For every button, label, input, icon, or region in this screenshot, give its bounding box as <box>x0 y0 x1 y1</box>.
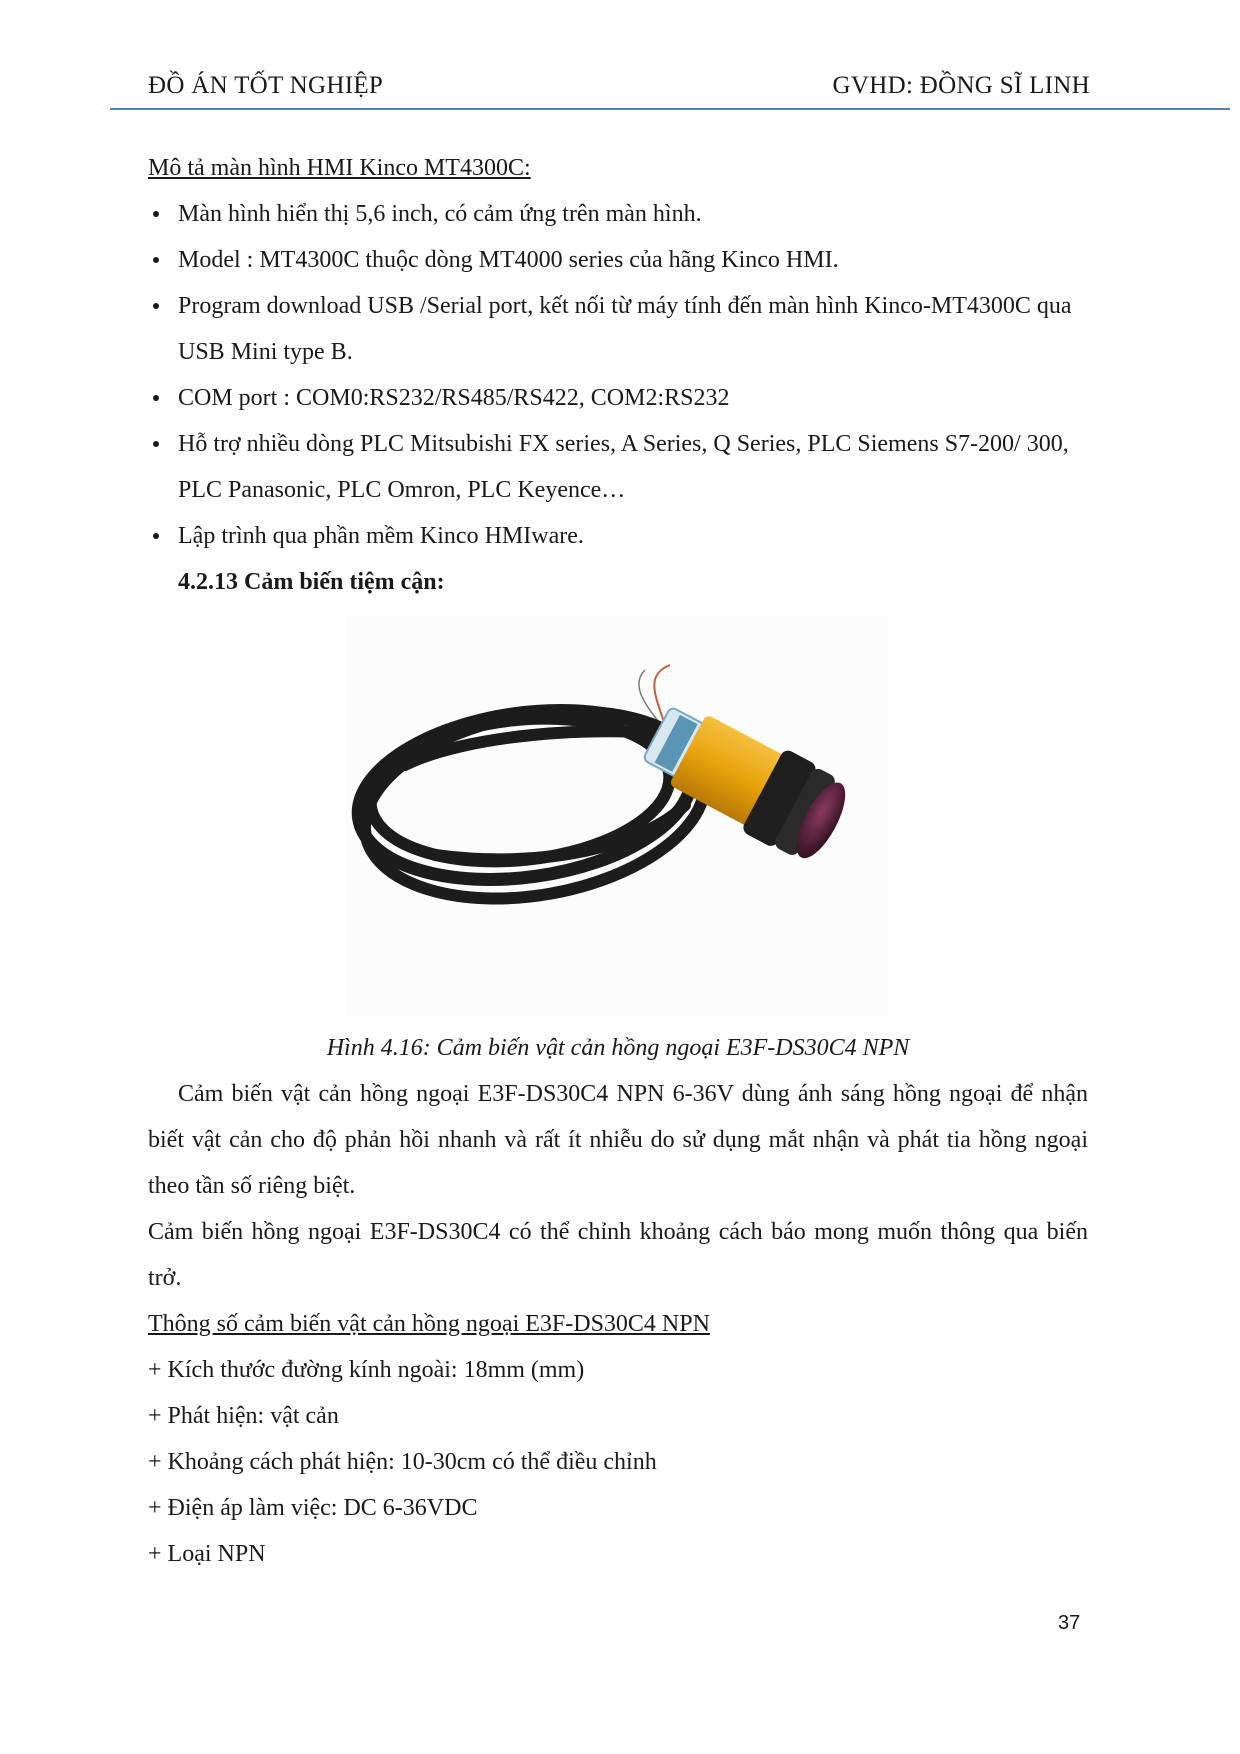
spec-item: + Loại NPN <box>148 1541 266 1567</box>
list-item: Program download USB /Serial port, kết nối từ máy tính đến màn hình Kinco-MT4300C qua USB Mini type B. <box>148 283 1088 375</box>
proximity-sensor-illustration <box>345 615 889 1017</box>
sensor-photo <box>345 615 889 1017</box>
page-number: 37 <box>1058 1612 1081 1634</box>
spec-item: + Phát hiện: vật cản <box>148 1403 339 1429</box>
spec-item: + Khoảng cách phát hiện: 10-30cm có thể điều chỉnh <box>148 1449 657 1475</box>
list-item: COM port : COM0:RS232/RS485/RS422, COM2:RS232 <box>148 375 1088 421</box>
spec-item: + Điện áp làm việc: DC 6-36VDC <box>148 1495 478 1521</box>
hmi-feature-list <box>148 191 1088 559</box>
list-item: Hỗ trợ nhiều dòng PLC Mitsubishi FX series, A Series, Q Series, PLC Siemens S7-200/ 300, PLC Panasonic, PLC Omron, PLC Keyence… <box>148 421 1088 513</box>
section-heading: 4.2.13 Cảm biến tiệm cận: <box>178 569 445 595</box>
page-header-left: ĐỒ ÁN TỐT NGHIỆP <box>148 72 384 99</box>
paragraph: Cảm biến vật cản hồng ngoại E3F-DS30C4 NPN 6-36V dùng ánh sáng hồng ngoại để nhận biết vật cản cho độ phản hồi nhanh và rất ít nhiễu do sử dụng mắt nhận và phát tia hồng ngoại theo tần số riêng biệt. <box>148 1081 1088 1199</box>
list-item: Màn hình hiển thị 5,6 inch, có cảm ứng trên màn hình. <box>148 191 1088 237</box>
paragraph: Cảm biến hồng ngoại E3F-DS30C4 có thể chỉnh khoảng cách báo mong muốn thông qua biến trở. <box>148 1219 1088 1291</box>
spec-item: + Kích thước đường kính ngoài: 18mm (mm) <box>148 1357 585 1383</box>
page-header-right: GVHD: ĐỒNG SĨ LINH <box>832 72 1090 99</box>
hmi-description-title: Mô tả màn hình HMI Kinco MT4300C: <box>148 155 531 181</box>
list-item: Model : MT4300C thuộc dòng MT4000 series của hãng Kinco HMI. <box>148 237 1088 283</box>
list-item: Lập trình qua phần mềm Kinco HMIware. <box>148 513 1088 559</box>
figure-caption: Hình 4.16: Cảm biến vật cản hồng ngoại E3F-DS30C4 NPN <box>326 1035 910 1061</box>
header-rule <box>110 108 1230 110</box>
page-content <box>148 145 1088 1577</box>
specs-title: Thông số cảm biến vật cản hồng ngoại E3F-DS30C4 NPN <box>148 1311 710 1337</box>
